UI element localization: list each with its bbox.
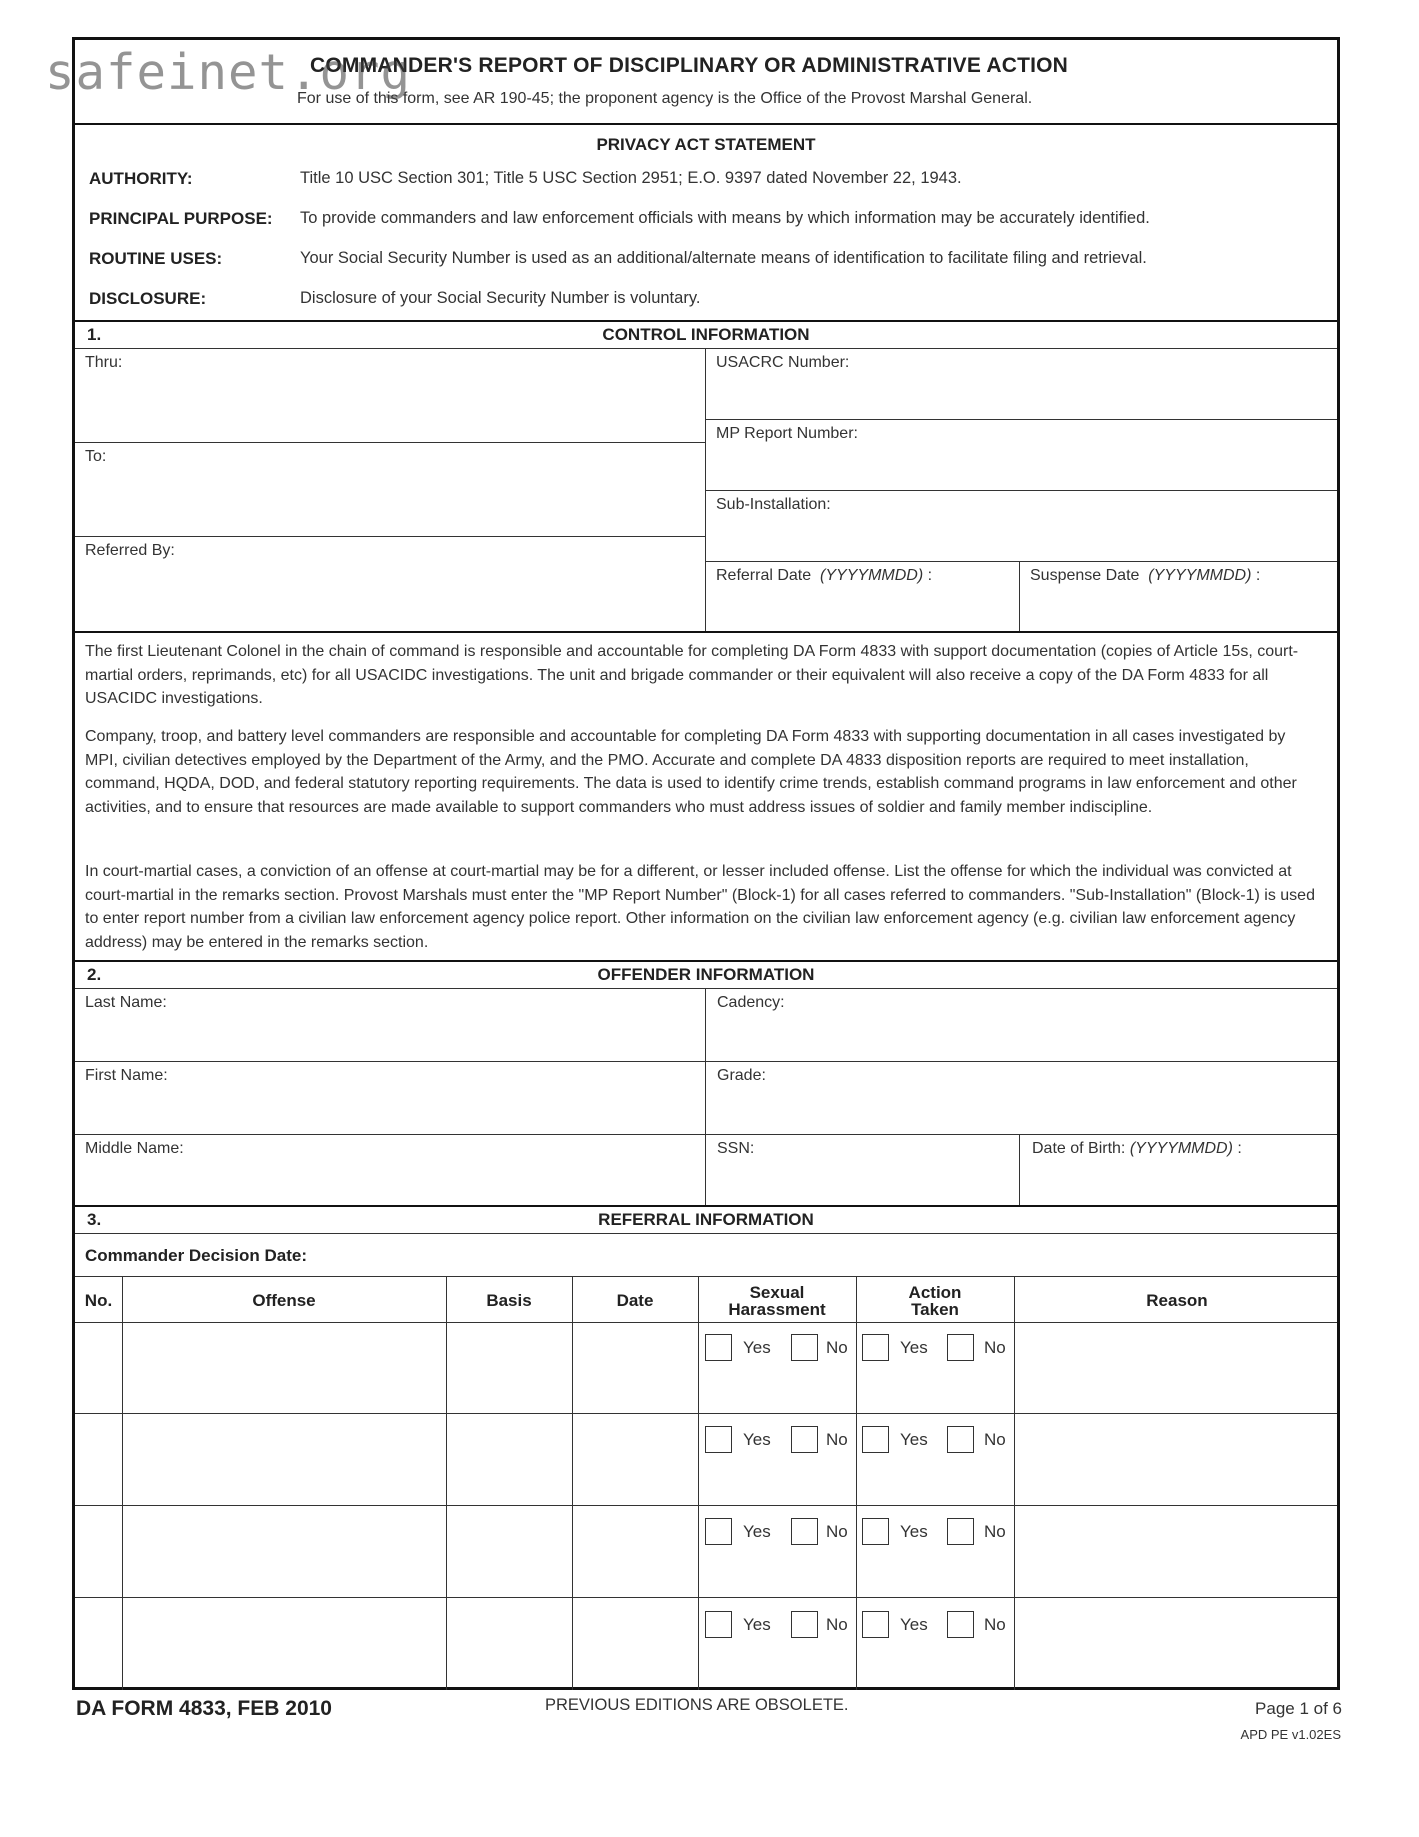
mp-report-field[interactable]	[711, 447, 1336, 487]
table-row	[75, 1322, 1340, 1413]
cadency-label: Cadency:	[717, 994, 785, 1011]
authority-text: Title 10 USC Section 301; Title 5 USC Section 2951; E.O. 9397 dated November 22, 1943.	[300, 169, 962, 187]
no-label: No	[984, 1522, 1006, 1541]
form-subtitle: For use of this form, see AR 190-45; the proponent agency is the Office of the Provost Marshal General.	[297, 90, 1033, 107]
version-label: APD PE v1.02ES	[1240, 1727, 1341, 1742]
referred-by-label: Referred By:	[85, 542, 175, 559]
col-sexual-harassment: Sexual Harassment	[728, 1283, 826, 1319]
form-4833	[72, 37, 1340, 1690]
form-id: DA FORM 4833, FEB 2010	[76, 1697, 332, 1720]
sexual-harassment-no-checkbox[interactable]	[791, 1334, 818, 1361]
sexual-harassment-no-checkbox[interactable]	[791, 1518, 818, 1545]
section3-number: 3.	[87, 1210, 102, 1229]
disclosure-label: DISCLOSURE:	[89, 289, 207, 308]
instruction-paragraph-3: In court-martial cases, a conviction of an offense at court-martial may be for a different, or lesser included offense. List the offense for which the individual was convicted at court-martial in the remarks section. Provost Marshals must enter the "MP Report Number" (Block-1) for all cases referred to commanders. "Sub-Installation" (Block-1) is used to enter report number from a civilian law enforcement agency police report. Other information on the civilian law enforcement agency (e.g. civilian law enforcement agency address) may be entered in the remarks section.	[85, 863, 1315, 951]
action-taken-yes-checkbox[interactable]	[862, 1426, 889, 1453]
middle-name-field[interactable]	[79, 1162, 699, 1202]
usacrc-label: USACRC Number:	[716, 354, 850, 371]
section3-title: REFERRAL INFORMATION	[598, 1210, 814, 1229]
no-label: No	[826, 1430, 848, 1449]
thru-field[interactable]	[79, 374, 699, 436]
no-label: No	[826, 1615, 848, 1634]
sexual-harassment-yes-checkbox[interactable]	[705, 1611, 732, 1638]
action-taken-yes-checkbox[interactable]	[862, 1611, 889, 1638]
instruction-paragraph-1: The first Lieutenant Colonel in the chain of command is responsible and accountable for completing DA Form 4833 with support documentation (copies of Article 15s, court-martial orders, reprimands, etc) for all USACIDC investigations. The unit and brigade commander or their equivalent will also receive a copy of the DA Form 4833 for all USACIDC investigations.	[85, 643, 1299, 707]
form-title: COMMANDER'S REPORT OF DISCIPLINARY OR ADMINISTRATIVE ACTION	[310, 54, 1069, 77]
no-label: No	[984, 1615, 1006, 1634]
col-no: No.	[84, 1291, 113, 1310]
grade-field[interactable]	[711, 1089, 1336, 1131]
routine-uses-label: ROUTINE USES:	[89, 249, 223, 268]
section2-number: 2.	[87, 965, 102, 984]
yes-label: Yes	[900, 1522, 928, 1541]
yes-label: Yes	[900, 1430, 928, 1449]
action-taken-no-checkbox[interactable]	[947, 1518, 974, 1545]
referred-by-field[interactable]	[79, 564, 699, 626]
no-label: No	[826, 1338, 848, 1357]
yes-label: Yes	[900, 1615, 928, 1634]
routine-uses-text: Your Social Security Number is used as an additional/alternate means of identification to facilitate filing and retrieval.	[300, 249, 1147, 267]
principal-purpose-text: To provide commanders and law enforcement officials with means by which information may be accurately identified.	[300, 209, 1150, 227]
watermark: safeinet.org	[45, 44, 412, 101]
section2-title: OFFENDER INFORMATION	[597, 965, 815, 984]
page-number: Page 1 of 6	[1255, 1699, 1342, 1718]
col-reason: Reason	[1146, 1291, 1208, 1310]
last-name-field[interactable]	[79, 1016, 699, 1058]
dob-label: Date of Birth: (YYYYMMDD) :	[1032, 1140, 1242, 1157]
yes-label: Yes	[743, 1338, 771, 1357]
referral-date-field[interactable]	[711, 589, 1016, 629]
action-taken-yes-checkbox[interactable]	[862, 1334, 889, 1361]
suspense-date-field[interactable]	[1025, 589, 1335, 629]
no-label: No	[984, 1430, 1006, 1449]
sub-installation-label: Sub-Installation:	[716, 496, 831, 513]
thru-label: Thru:	[85, 354, 123, 371]
privacy-heading: PRIVACY ACT STATEMENT	[596, 135, 816, 154]
action-taken-no-checkbox[interactable]	[947, 1334, 974, 1361]
yes-label: Yes	[743, 1522, 771, 1541]
yes-label: Yes	[743, 1615, 771, 1634]
table-row	[75, 1505, 1340, 1597]
no-label: No	[826, 1522, 848, 1541]
col-date: Date	[616, 1291, 654, 1310]
section1-title: CONTROL INFORMATION	[602, 325, 810, 344]
col-basis: Basis	[486, 1291, 532, 1310]
decision-date-field[interactable]	[315, 1238, 1330, 1272]
disclosure-text: Disclosure of your Social Security Number is voluntary.	[300, 289, 701, 307]
authority-label: AUTHORITY:	[89, 169, 193, 188]
sexual-harassment-yes-checkbox[interactable]	[705, 1426, 732, 1453]
table-row	[75, 1413, 1340, 1505]
principal-purpose-label: PRINCIPAL PURPOSE:	[89, 209, 273, 228]
to-label: To:	[85, 448, 107, 465]
dob-field[interactable]	[1025, 1162, 1335, 1202]
sexual-harassment-no-checkbox[interactable]	[791, 1426, 818, 1453]
ssn-field[interactable]	[711, 1162, 1016, 1202]
sexual-harassment-yes-checkbox[interactable]	[705, 1518, 732, 1545]
no-label: No	[984, 1338, 1006, 1357]
grade-label: Grade:	[717, 1067, 766, 1084]
referral-date-label: Referral Date (YYYYMMDD) :	[716, 567, 933, 584]
yes-label: Yes	[900, 1338, 928, 1357]
table-row	[75, 1597, 1340, 1690]
first-name-field[interactable]	[79, 1089, 699, 1131]
action-taken-no-checkbox[interactable]	[947, 1611, 974, 1638]
col-offense: Offense	[252, 1291, 316, 1310]
first-name-label: First Name:	[85, 1067, 168, 1084]
suspense-date-label: Suspense Date (YYYYMMDD) :	[1030, 567, 1261, 584]
last-name-label: Last Name:	[85, 994, 167, 1011]
middle-name-label: Middle Name:	[85, 1140, 184, 1157]
action-taken-no-checkbox[interactable]	[947, 1426, 974, 1453]
cadency-field[interactable]	[711, 1016, 1336, 1058]
decision-date-label: Commander Decision Date:	[85, 1246, 307, 1265]
col-action-taken: Action Taken	[908, 1283, 962, 1319]
sexual-harassment-no-checkbox[interactable]	[791, 1611, 818, 1638]
sub-installation-field[interactable]	[711, 518, 1336, 558]
section1-number: 1.	[87, 325, 102, 344]
action-taken-yes-checkbox[interactable]	[862, 1518, 889, 1545]
to-field[interactable]	[79, 470, 699, 532]
ssn-label: SSN:	[717, 1140, 755, 1157]
editions-notice: PREVIOUS EDITIONS ARE OBSOLETE.	[545, 1696, 849, 1714]
usacrc-field[interactable]	[711, 376, 1336, 416]
yes-label: Yes	[743, 1430, 771, 1449]
mp-report-label: MP Report Number:	[716, 425, 858, 442]
instruction-paragraph-2: Company, troop, and battery level commanders are responsible and accountable for completing DA Form 4833 with supporting documentation in all cases investigated by MPI, civilian detectives employed by the Department of the Army, and the PMO. Accurate and complete DA 4833 disposition reports are required to meet installation, command, HQDA, DOD, and federal statutory reporting requirements. The data is used to identify crime trends, establish command programs in law enforcement and other activities, and to ensure that resources are made available to support commanders who must address issues of soldier and family member indiscipline.	[85, 728, 1297, 816]
sexual-harassment-yes-checkbox[interactable]	[705, 1334, 732, 1361]
